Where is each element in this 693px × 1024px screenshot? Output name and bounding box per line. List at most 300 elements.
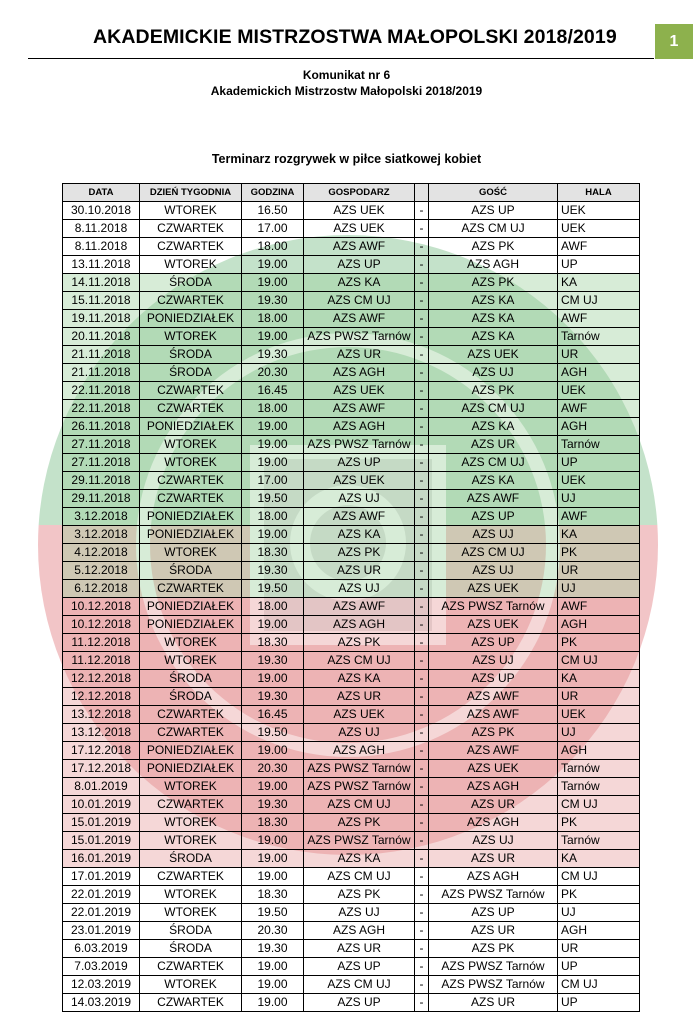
cell-separator: - <box>415 796 429 814</box>
communique-number: Komunikat nr 6 <box>302 68 391 82</box>
cell-host: AZS UR <box>304 562 415 580</box>
cell-time: 20.30 <box>242 364 304 382</box>
cell-weekday: WTOREK <box>140 886 242 904</box>
table-row <box>63 688 640 706</box>
cell-hall: CM UJ <box>558 652 640 670</box>
table-row <box>63 364 640 382</box>
cell-date: 14.03.2019 <box>63 994 140 1012</box>
cell-guest: AZS UR <box>429 850 558 868</box>
cell-hall: UP <box>558 454 640 472</box>
cell-hall: Tarnów <box>558 760 640 778</box>
cell-weekday: ŚRODA <box>140 688 242 706</box>
cell-hall: UP <box>558 958 640 976</box>
cell-date: 12.12.2018 <box>63 670 140 688</box>
cell-weekday: CZWARTEK <box>140 706 242 724</box>
cell-time: 19.00 <box>242 832 304 850</box>
table-row <box>63 760 640 778</box>
table-row <box>63 328 640 346</box>
cell-date: 21.11.2018 <box>63 346 140 364</box>
table-row <box>63 850 640 868</box>
cell-hall: AWF <box>558 598 640 616</box>
cell-separator: - <box>415 544 429 562</box>
cell-time: 18.00 <box>242 400 304 418</box>
cell-guest: AZS UP <box>429 904 558 922</box>
cell-time: 18.30 <box>242 814 304 832</box>
cell-separator: - <box>415 760 429 778</box>
cell-hall: Tarnów <box>558 328 640 346</box>
cell-weekday: WTOREK <box>140 634 242 652</box>
cell-host: AZS UJ <box>304 490 415 508</box>
cell-separator: - <box>415 418 429 436</box>
cell-date: 7.03.2019 <box>63 958 140 976</box>
cell-guest: AZS UEK <box>429 346 558 364</box>
cell-guest: AZS PWSZ Tarnów <box>429 958 558 976</box>
cell-guest: AZS UJ <box>429 832 558 850</box>
cell-host: AZS CM UJ <box>304 292 415 310</box>
cell-time: 18.00 <box>242 508 304 526</box>
cell-time: 19.00 <box>242 436 304 454</box>
cell-host: AZS KA <box>304 670 415 688</box>
cell-host: AZS CM UJ <box>304 976 415 994</box>
cell-guest: AZS AWF <box>429 688 558 706</box>
table-row <box>63 544 640 562</box>
column-header-weekday: DZIEŃ TYGODNIA <box>140 184 242 202</box>
cell-time: 20.30 <box>242 760 304 778</box>
cell-date: 26.11.2018 <box>63 418 140 436</box>
cell-separator: - <box>415 958 429 976</box>
column-header-host: GOSPODARZ <box>304 184 415 202</box>
table-row <box>63 526 640 544</box>
cell-guest: AZS AWF <box>429 706 558 724</box>
cell-host: AZS UJ <box>304 580 415 598</box>
cell-host: AZS UEK <box>304 220 415 238</box>
cell-hall: UJ <box>558 580 640 598</box>
header-rule <box>28 58 654 59</box>
table-row <box>63 904 640 922</box>
cell-host: AZS CM UJ <box>304 796 415 814</box>
cell-date: 15.01.2019 <box>63 814 140 832</box>
cell-date: 20.11.2018 <box>63 328 140 346</box>
cell-time: 16.45 <box>242 382 304 400</box>
cell-date: 15.01.2019 <box>63 832 140 850</box>
table-row <box>63 742 640 760</box>
cell-guest: AZS CM UJ <box>429 454 558 472</box>
cell-separator: - <box>415 922 429 940</box>
cell-date: 5.12.2018 <box>63 562 140 580</box>
cell-host: AZS UR <box>304 688 415 706</box>
cell-host: AZS AWF <box>304 400 415 418</box>
cell-time: 17.00 <box>242 220 304 238</box>
cell-weekday: CZWARTEK <box>140 724 242 742</box>
column-header-time: GODZINA <box>242 184 304 202</box>
cell-hall: AWF <box>558 508 640 526</box>
cell-weekday: WTOREK <box>140 256 242 274</box>
cell-separator: - <box>415 400 429 418</box>
cell-weekday: PONIEDZIAŁEK <box>140 616 242 634</box>
cell-hall: CM UJ <box>558 292 640 310</box>
table-row <box>63 472 640 490</box>
cell-date: 17.12.2018 <box>63 760 140 778</box>
cell-hall: UJ <box>558 490 640 508</box>
table-row <box>63 508 640 526</box>
document-title: AKADEMICKIE MISTRZOSTWA MAŁOPOLSKI 2018/2019 <box>93 26 617 48</box>
cell-guest: AZS PWSZ Tarnów <box>429 886 558 904</box>
cell-separator: - <box>415 904 429 922</box>
table-row <box>63 274 640 292</box>
cell-weekday: ŚRODA <box>140 922 242 940</box>
cell-time: 19.30 <box>242 652 304 670</box>
cell-hall: UEK <box>558 706 640 724</box>
cell-host: AZS AWF <box>304 598 415 616</box>
cell-separator: - <box>415 274 429 292</box>
cell-weekday: CZWARTEK <box>140 490 242 508</box>
cell-date: 16.01.2019 <box>63 850 140 868</box>
cell-hall: UR <box>558 346 640 364</box>
cell-weekday: WTOREK <box>140 832 242 850</box>
cell-hall: UR <box>558 562 640 580</box>
cell-separator: - <box>415 328 429 346</box>
cell-host: AZS PK <box>304 814 415 832</box>
cell-time: 19.00 <box>242 742 304 760</box>
cell-weekday: WTOREK <box>140 652 242 670</box>
cell-date: 17.01.2019 <box>63 868 140 886</box>
cell-separator: - <box>415 220 429 238</box>
cell-separator: - <box>415 562 429 580</box>
table-row <box>63 616 640 634</box>
cell-separator: - <box>415 598 429 616</box>
cell-host: AZS AGH <box>304 418 415 436</box>
cell-time: 19.00 <box>242 958 304 976</box>
cell-hall: AGH <box>558 742 640 760</box>
cell-hall: AGH <box>558 418 640 436</box>
cell-separator: - <box>415 256 429 274</box>
cell-separator: - <box>415 634 429 652</box>
cell-date: 13.12.2018 <box>63 724 140 742</box>
cell-time: 19.30 <box>242 796 304 814</box>
cell-guest: AZS UP <box>429 508 558 526</box>
cell-guest: AZS AGH <box>429 778 558 796</box>
cell-hall: PK <box>558 814 640 832</box>
cell-guest: AZS UP <box>429 670 558 688</box>
cell-host: AZS KA <box>304 526 415 544</box>
cell-host: AZS UP <box>304 958 415 976</box>
cell-date: 15.11.2018 <box>63 292 140 310</box>
cell-host: AZS PK <box>304 634 415 652</box>
cell-host: AZS UEK <box>304 706 415 724</box>
cell-hall: UJ <box>558 724 640 742</box>
cell-time: 18.30 <box>242 544 304 562</box>
cell-host: AZS AGH <box>304 742 415 760</box>
cell-hall: PK <box>558 886 640 904</box>
cell-guest: AZS PWSZ Tarnów <box>429 976 558 994</box>
cell-hall: UJ <box>558 904 640 922</box>
cell-weekday: CZWARTEK <box>140 994 242 1012</box>
cell-host: AZS UR <box>304 346 415 364</box>
cell-guest: AZS KA <box>429 328 558 346</box>
table-header-row <box>63 184 640 202</box>
cell-time: 19.00 <box>242 256 304 274</box>
cell-time: 19.30 <box>242 292 304 310</box>
cell-date: 4.12.2018 <box>63 544 140 562</box>
cell-host: AZS UP <box>304 454 415 472</box>
cell-host: AZS PWSZ Tarnów <box>304 778 415 796</box>
cell-hall: UP <box>558 994 640 1012</box>
cell-time: 19.00 <box>242 850 304 868</box>
table-row <box>63 256 640 274</box>
cell-hall: UP <box>558 256 640 274</box>
cell-host: AZS UEK <box>304 202 415 220</box>
cell-host: AZS KA <box>304 850 415 868</box>
cell-weekday: WTOREK <box>140 544 242 562</box>
table-row <box>63 382 640 400</box>
cell-guest: AZS AGH <box>429 256 558 274</box>
cell-host: AZS PK <box>304 544 415 562</box>
cell-time: 19.50 <box>242 580 304 598</box>
cell-host: AZS UJ <box>304 724 415 742</box>
page-number-badge: 1 <box>655 24 693 59</box>
cell-host: AZS PWSZ Tarnów <box>304 328 415 346</box>
cell-host: AZS UEK <box>304 382 415 400</box>
cell-date: 22.11.2018 <box>63 400 140 418</box>
cell-guest: AZS UR <box>429 994 558 1012</box>
cell-date: 27.11.2018 <box>63 436 140 454</box>
cell-guest: AZS CM UJ <box>429 400 558 418</box>
table-row <box>63 886 640 904</box>
cell-weekday: CZWARTEK <box>140 472 242 490</box>
cell-date: 11.12.2018 <box>63 652 140 670</box>
cell-guest: AZS CM UJ <box>429 544 558 562</box>
cell-weekday: PONIEDZIAŁEK <box>140 310 242 328</box>
cell-date: 11.12.2018 <box>63 634 140 652</box>
document-header <box>0 24 693 58</box>
cell-weekday: WTOREK <box>140 328 242 346</box>
cell-separator: - <box>415 652 429 670</box>
cell-weekday: CZWARTEK <box>140 220 242 238</box>
cell-time: 19.30 <box>242 562 304 580</box>
cell-time: 19.00 <box>242 328 304 346</box>
column-header-guest: GOŚĆ <box>429 184 558 202</box>
cell-weekday: WTOREK <box>140 202 242 220</box>
cell-time: 19.00 <box>242 994 304 1012</box>
cell-separator: - <box>415 688 429 706</box>
cell-hall: Tarnów <box>558 832 640 850</box>
cell-guest: AZS CM UJ <box>429 220 558 238</box>
cell-host: AZS KA <box>304 274 415 292</box>
cell-weekday: CZWARTEK <box>140 580 242 598</box>
cell-time: 18.00 <box>242 598 304 616</box>
cell-time: 19.50 <box>242 724 304 742</box>
cell-host: AZS UP <box>304 256 415 274</box>
schedule-title: Terminarz rozgrywek w piłce siatkowej kobiet <box>211 152 482 166</box>
cell-weekday: CZWARTEK <box>140 238 242 256</box>
cell-date: 10.12.2018 <box>63 616 140 634</box>
cell-hall: UEK <box>558 202 640 220</box>
cell-weekday: ŚRODA <box>140 346 242 364</box>
cell-time: 16.50 <box>242 202 304 220</box>
cell-guest: AZS PK <box>429 238 558 256</box>
table-row <box>63 238 640 256</box>
cell-separator: - <box>415 310 429 328</box>
cell-guest: AZS UJ <box>429 562 558 580</box>
cell-hall: AGH <box>558 922 640 940</box>
cell-date: 27.11.2018 <box>63 454 140 472</box>
cell-hall: UEK <box>558 220 640 238</box>
cell-weekday: ŚRODA <box>140 364 242 382</box>
cell-time: 19.00 <box>242 274 304 292</box>
cell-host: AZS AWF <box>304 508 415 526</box>
cell-separator: - <box>415 292 429 310</box>
cell-date: 12.12.2018 <box>63 688 140 706</box>
cell-separator: - <box>415 508 429 526</box>
cell-weekday: WTOREK <box>140 454 242 472</box>
cell-weekday: WTOREK <box>140 976 242 994</box>
cell-date: 22.01.2019 <box>63 904 140 922</box>
table-row <box>63 418 640 436</box>
table-row <box>63 454 640 472</box>
cell-time: 18.30 <box>242 634 304 652</box>
cell-separator: - <box>415 472 429 490</box>
cell-guest: AZS UR <box>429 436 558 454</box>
cell-guest: AZS UEK <box>429 580 558 598</box>
cell-weekday: ŚRODA <box>140 940 242 958</box>
cell-host: AZS UEK <box>304 472 415 490</box>
cell-host: AZS PK <box>304 886 415 904</box>
cell-hall: Tarnów <box>558 778 640 796</box>
cell-weekday: ŚRODA <box>140 850 242 868</box>
table-row <box>63 868 640 886</box>
cell-weekday: ŚRODA <box>140 562 242 580</box>
cell-date: 22.11.2018 <box>63 382 140 400</box>
cell-date: 8.01.2019 <box>63 778 140 796</box>
cell-guest: AZS AGH <box>429 868 558 886</box>
cell-host: AZS CM UJ <box>304 868 415 886</box>
cell-hall: KA <box>558 526 640 544</box>
cell-weekday: WTOREK <box>140 436 242 454</box>
table-row <box>63 706 640 724</box>
column-header-hall: HALA <box>558 184 640 202</box>
cell-guest: AZS KA <box>429 310 558 328</box>
table-row <box>63 670 640 688</box>
cell-separator: - <box>415 778 429 796</box>
cell-weekday: CZWARTEK <box>140 400 242 418</box>
cell-time: 19.00 <box>242 616 304 634</box>
cell-date: 30.10.2018 <box>63 202 140 220</box>
cell-date: 12.03.2019 <box>63 976 140 994</box>
cell-date: 8.11.2018 <box>63 220 140 238</box>
cell-date: 10.01.2019 <box>63 796 140 814</box>
cell-host: AZS UJ <box>304 904 415 922</box>
cell-time: 19.50 <box>242 904 304 922</box>
cell-hall: KA <box>558 670 640 688</box>
cell-hall: UEK <box>558 472 640 490</box>
cell-hall: UEK <box>558 382 640 400</box>
cell-separator: - <box>415 940 429 958</box>
cell-time: 17.00 <box>242 472 304 490</box>
table-row <box>63 994 640 1012</box>
table-row <box>63 976 640 994</box>
cell-time: 18.00 <box>242 238 304 256</box>
column-header-separator <box>415 184 429 202</box>
cell-date: 23.01.2019 <box>63 922 140 940</box>
cell-guest: AZS UR <box>429 922 558 940</box>
cell-time: 19.00 <box>242 976 304 994</box>
cell-hall: Tarnów <box>558 436 640 454</box>
cell-separator: - <box>415 850 429 868</box>
cell-host: AZS AGH <box>304 616 415 634</box>
cell-weekday: WTOREK <box>140 778 242 796</box>
cell-host: AZS PWSZ Tarnów <box>304 832 415 850</box>
cell-separator: - <box>415 670 429 688</box>
cell-time: 19.30 <box>242 346 304 364</box>
cell-guest: AZS KA <box>429 418 558 436</box>
cell-date: 29.11.2018 <box>63 490 140 508</box>
cell-date: 10.12.2018 <box>63 598 140 616</box>
cell-hall: PK <box>558 634 640 652</box>
cell-guest: AZS UJ <box>429 652 558 670</box>
cell-separator: - <box>415 724 429 742</box>
cell-time: 18.30 <box>242 886 304 904</box>
cell-host: AZS PWSZ Tarnów <box>304 760 415 778</box>
cell-separator: - <box>415 814 429 832</box>
cell-separator: - <box>415 436 429 454</box>
cell-hall: AWF <box>558 310 640 328</box>
cell-separator: - <box>415 886 429 904</box>
cell-host: AZS UR <box>304 940 415 958</box>
cell-separator: - <box>415 238 429 256</box>
cell-separator: - <box>415 706 429 724</box>
cell-weekday: CZWARTEK <box>140 292 242 310</box>
table-row <box>63 400 640 418</box>
cell-hall: CM UJ <box>558 796 640 814</box>
cell-date: 3.12.2018 <box>63 508 140 526</box>
cell-guest: AZS PK <box>429 724 558 742</box>
cell-host: AZS AGH <box>304 364 415 382</box>
cell-hall: KA <box>558 850 640 868</box>
cell-weekday: CZWARTEK <box>140 868 242 886</box>
cell-separator: - <box>415 616 429 634</box>
cell-guest: AZS UJ <box>429 364 558 382</box>
cell-hall: KA <box>558 274 640 292</box>
cell-hall: CM UJ <box>558 868 640 886</box>
cell-separator: - <box>415 364 429 382</box>
cell-separator: - <box>415 868 429 886</box>
cell-guest: AZS UR <box>429 796 558 814</box>
table-row <box>63 796 640 814</box>
cell-weekday: PONIEDZIAŁEK <box>140 418 242 436</box>
cell-guest: AZS AWF <box>429 742 558 760</box>
cell-weekday: CZWARTEK <box>140 958 242 976</box>
cell-guest: AZS KA <box>429 472 558 490</box>
cell-hall: AWF <box>558 400 640 418</box>
cell-date: 3.12.2018 <box>63 526 140 544</box>
cell-hall: CM UJ <box>558 976 640 994</box>
table-row <box>63 598 640 616</box>
schedule-table-body <box>63 202 640 1012</box>
cell-time: 19.00 <box>242 418 304 436</box>
table-row <box>63 562 640 580</box>
cell-date: 6.12.2018 <box>63 580 140 598</box>
cell-host: AZS AWF <box>304 310 415 328</box>
cell-separator: - <box>415 580 429 598</box>
table-row <box>63 310 640 328</box>
cell-date: 21.11.2018 <box>63 364 140 382</box>
communique-subtitle: Akademickich Mistrzostw Małopolski 2018/2019 <box>210 84 483 98</box>
cell-host: AZS CM UJ <box>304 652 415 670</box>
cell-hall: AGH <box>558 364 640 382</box>
cell-weekday: PONIEDZIAŁEK <box>140 526 242 544</box>
cell-date: 17.12.2018 <box>63 742 140 760</box>
cell-guest: AZS UJ <box>429 526 558 544</box>
